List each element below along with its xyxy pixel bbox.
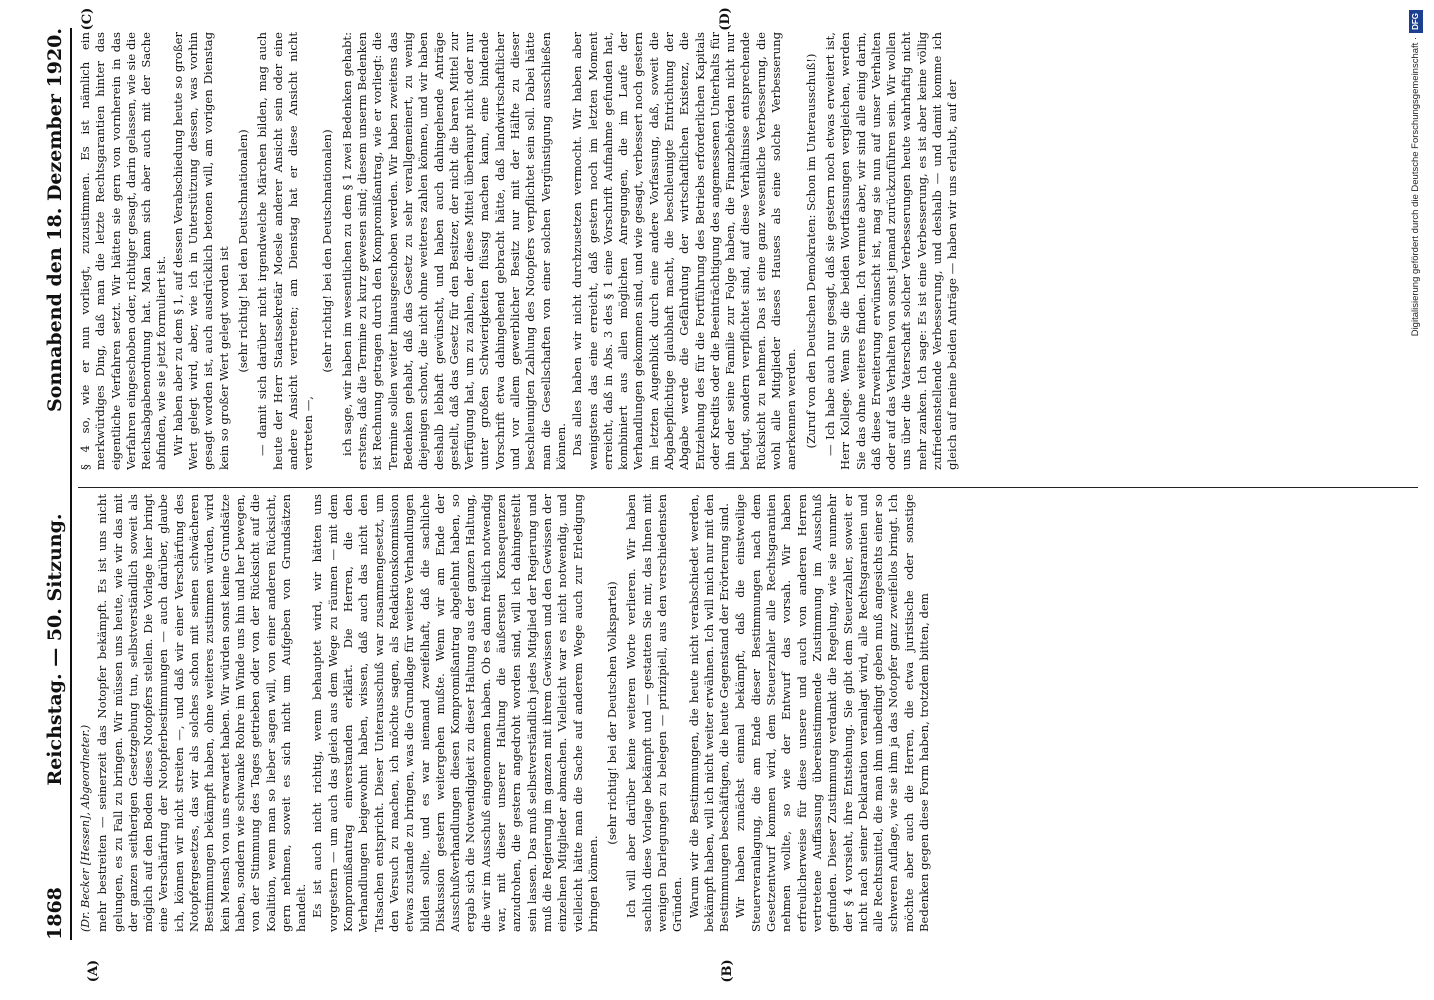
- margin-marker-c: (C): [80, 7, 95, 31]
- interjection: (sehr richtig! bei der Deutschen Volkspartei): [605, 581, 620, 845]
- session-title: Reichstag. — 50. Sitzung.: [44, 513, 66, 786]
- paragraph: ich sage, wir haben im wesentlichen zu dem § 1 zwei Bedenken gehabt: erstens, daß die Termine zu kurz gewesen sind; diesem unserm Bedenken ist Rechnung getragen durch den Kompromißantrag, wie er vorliegt: die Termine sollen weiter hinausgeschoben werden. Wir haben zweitens das Bedenken gehabt, daß das Gesetz zu sehr verallgemeinert, zu wenig diejenigen schont, die nicht ohne weiteres zahlen können, und wir haben deshalb lebhaft gewünscht, und haben auch dahingehende Anträge gestellt, daß das Gesetz für den Besitzer, der nicht die baren Mittel zur Verfügung hat, um zu zahlen, der diese Mittel überhaupt nicht oder nur unter großen Schwierigkeiten flüssig machen kann, eine bindende Vorschrift etwa dahingehend gebracht hätte, daß landwirtschaftlicher und vor allem gewerblicher Besitz nur mit der Hälfte zu dieser beschleunigten Zahlung des Notopfers verpflichtet sein soll. Dabei hätte man die Gesellschaften von einer solchen Vergünstigung ausschließen können.: [339, 32, 568, 470]
- paragraph: Wir haben zunächst einmal bekämpft, daß die einstweilige Steuerveranlagung, die am Ende dieser Bestimmungen nach dem Gesetzentwurf kommen wird, dem Steuerzahler alle Rechtsgarantien nehmen wollte, so wie der Entwurf das vorsah. Wir haben erfreulicherweise für diese unsere und auch von anderen Herren vertretene Auffassung übereinstimmende Zustimmung im Ausschuß gefunden. Dieser Zustimmung verdankt die Regelung, wie sie nunmehr der § 4 vorsieht, ihre Entstehung. Sie gibt dem Steuerzahler, soweit er nicht nach seiner Deklaration veranlagt wird, alle Rechtsgarantien und alle Rechtsmittel, die man ihm unbedingt geben muß angesichts einer so schweren Auflage, wie sie ihm ja das Notopfer ganz zweifellos bringt. Ich möchte aber auch die Herren, die etwa juristische oder sonstige Bedenken gegen diese Form haben, trotzdem bitten, dem: [733, 494, 932, 932]
- page-header: [26, 28, 72, 940]
- speaker-line: (Dr. Becker [Hessen], Abgeordneter.): [79, 724, 92, 932]
- paragraph: Es ist auch nicht richtig, wenn behauptet wird, wir hätten uns vorgestern — um auch das gleich aus dem Wege zu räumen — mit dem Kompromißantrag einverstanden erklärt. Die Herren, die den Verhandlungen beigewohnt haben, wissen, daß auch das nicht den Tatsachen entspricht. Dieser Unterausschuß war zusammengesetzt, um den Versuch zu machen, ich möchte sagen, als Redaktionskommission etwas zustande zu bringen, was die Grundlage für weitere Verhandlungen bilden sollte, und es war niemand zweifelhaft, daß die sachliche Diskussion gestern weitergehen mußte. Wenn wir am Ende der Ausschußverhandlungen diesen Kompromißantrag abgelehnt haben, so ergab sich die Notwendigkeit zu dieser Haltung aus der ganzen Haltung, die wir im Ausschuß eingenommen haben. Ob es dann freilich notwendig war, mit dieser unserer Haltung die äußersten Konsequenzen anzudrohen, die gestern angedroht worden sind, will ich dahingestellt sein lassen. Das muß selbstverständlich jedes Mitglied der Regierung und muß die Regierung im ganzen mit ihrem Gewissen und den Gewissen der einzelnen Mitglieder abmachen. Vielleicht war es nicht notwendig, und vielleicht hätte man die Sache auf anderem Wege auch zur Erledigung bringen können.: [310, 494, 600, 932]
- right-column: [78, 32, 1418, 470]
- paragraph: Das alles haben wir nicht durchzusetzen vermocht. Wir haben aber wenigstens das eine erreicht, daß gestern noch im letzten Moment erreicht, daß in Abs. 3 des § 1 eine Vorschrift Aufnahme gefunden hat, kombiniert aus allen möglichen Anregungen, die im Laufe der Verhandlungen gekommen sind, und wie gesagt, verbessert noch gestern im letzten Augenblick durch eine andere Vorfassung, daß, soweit die Abgabepflichtige glaubhaft macht, die beschleunigte Entrichtung der Abgabe werde die Gefährdung der wirtschaftlichen Existenz, die Entziehung des für die Fortführung des Betriebs erforderlichen Kapitals oder Kredits oder die Beeinträchtigung des angemessenen Unterhalts für ihn oder seine Familie zur Folge haben, die Finanzbehörden nicht nur befugt, sondern verpflichtet sind, auf diese Verhältnisse entsprechende Rücksicht zu nehmen. Das ist eine ganz wesentliche Verbesserung, die wohl alle Mitglieder dieses Hauses als eine solche Verbesserung anerkennen werden.: [570, 32, 799, 470]
- page-number: 1868: [44, 887, 66, 940]
- margin-marker-a: (A): [86, 959, 101, 983]
- paragraph: — damit sich darüber nicht irgendwelche Märchen bilden, mag auch heute der Herr Staatssekretär Moesle anderer Ansicht sein oder eine andere Ansicht vertreten; am Dienstag hat er diese Ansicht nicht vertreten —,: [255, 32, 316, 470]
- digitization-note: [1404, 10, 1428, 994]
- paragraph: Warum wir die Bestimmungen, die heute nicht verabschiedet werden, bekämpft haben, will ich nicht weiter erwähnen. Ich will mich nur mit den Bestimmungen beschäftigen, die heute Gegenstand der Erörterung sind.: [686, 494, 732, 932]
- interjection: (Zuruf von den Deutschen Demokraten: Schon im Unterausschuß!): [803, 53, 818, 449]
- paragraph: Wir haben aber zu dem § 1, auf dessen Verabschiedung heute so großer Wert gelegt wird, aber, wie ich in Unterstützung dessen, was vorhin gesagt worden ist, auch ausdrücklich betonen will, am vorigen Dienstag kein so großer Wert gelegt worden ist: [170, 32, 231, 470]
- margin-marker-d: (D): [718, 7, 733, 31]
- column-divider: [78, 487, 1418, 488]
- digitization-strip: [1404, 10, 1428, 994]
- interjection: (sehr richtig! bei den Deutschnationalen): [235, 129, 250, 373]
- margin-marker-b: (B): [720, 959, 735, 983]
- dfg-logo: DFG: [1409, 10, 1423, 33]
- digitization-text: Digitalisierung gefördert durch die Deutsche Forschungsgemeinschaft ·: [1410, 36, 1421, 337]
- left-column: [78, 494, 1418, 932]
- paragraph: mehr bestreiten — seinerzeit das Notopfer bekämpft. Es ist uns nicht gelungen, es zu Fall zu bringen. Wir müssen uns heute, wie wir das mit der ganzen seitherigen Gesetzgebung tun, selbstverständlich soweit als möglich auf den Boden dieses Notopfers stellen. Die Vorlage hier bringt eine Verschärfung der Notopferbestimmungen — auch darüber, glaube ich, können wir nicht streiten —, und daß wir einer Verschärfung des Notopfergesetzes, das wir als solches schon mit seinen schwächeren Bestimmungen bekämpft haben, ohne weiteres zustimmen würden, wird kein Mensch von uns erwartet haben. Wir würden sonst keine Grundsätze haben, sondern wie schwanke Rohre im Winde uns hin und her bewegen, von der Stimmung des Tages getrieben oder von der Rücksicht auf die Koalition, wenn man so lieber sagen will, von einer anderen Rücksicht, gern nehmen, soweit es sich nicht um Aufgeben von Grundsätzen handelt.: [95, 494, 309, 932]
- paragraph: — Ich habe auch nur gesagt, daß sie gestern noch etwas erweitert ist, Herr Kollege. Wenn Sie die beiden Wortfassungen vergleichen, werden Sie das ohne weiteres finden. Ich vermute aber, wir sind alle einig darin, daß diese Erweiterung erwünscht ist, mag sie nun auf unser Verhalten oder auf das Verhalten von sonst jemand zurückzuführen sein. Wir wollen uns über die Vaterschaft solcher Verbesserungen heute wahrhaftig nicht mehr zanken. Ich sage: Es ist eine Verbesserung, es ist aber keine völlig zufriedenstellende Verbesserung, und deshalb — und damit komme ich gleich auf meine beiden Anträge — haben wir uns erlaubt, auf der: [822, 32, 960, 470]
- paragraph: § 4 so, wie er nun vorliegt, zuzustimmen. Es ist nämlich ein merkwürdiges Ding, daß man die letzte Rechtsgarantien hinter das eigentliche Verfahren setzt. Wir hätten sie gern von vornherein in das Verfahren eingeschoben oder, richtiger gesagt, darin gelassen, wie sie die Reichsabgabenordnung hat. Man kann sich aber auch mit der Sache abfinden, wie sie jetzt formuliert ist.: [78, 32, 169, 470]
- session-date: Sonnabend den 18. Dezember 1920.: [44, 28, 66, 412]
- paragraph: Ich will aber darüber keine weiteren Worte verlieren. Wir haben sachlich diese Vorlage bekämpft und — gestatten Sie mir, das Ihnen mit wenigen Darlegungen zu belegen — prinzipiell, aus den verschiedensten Gründen.: [624, 494, 685, 932]
- interjection: (sehr richtig! bei den Deutschnationalen): [320, 129, 335, 373]
